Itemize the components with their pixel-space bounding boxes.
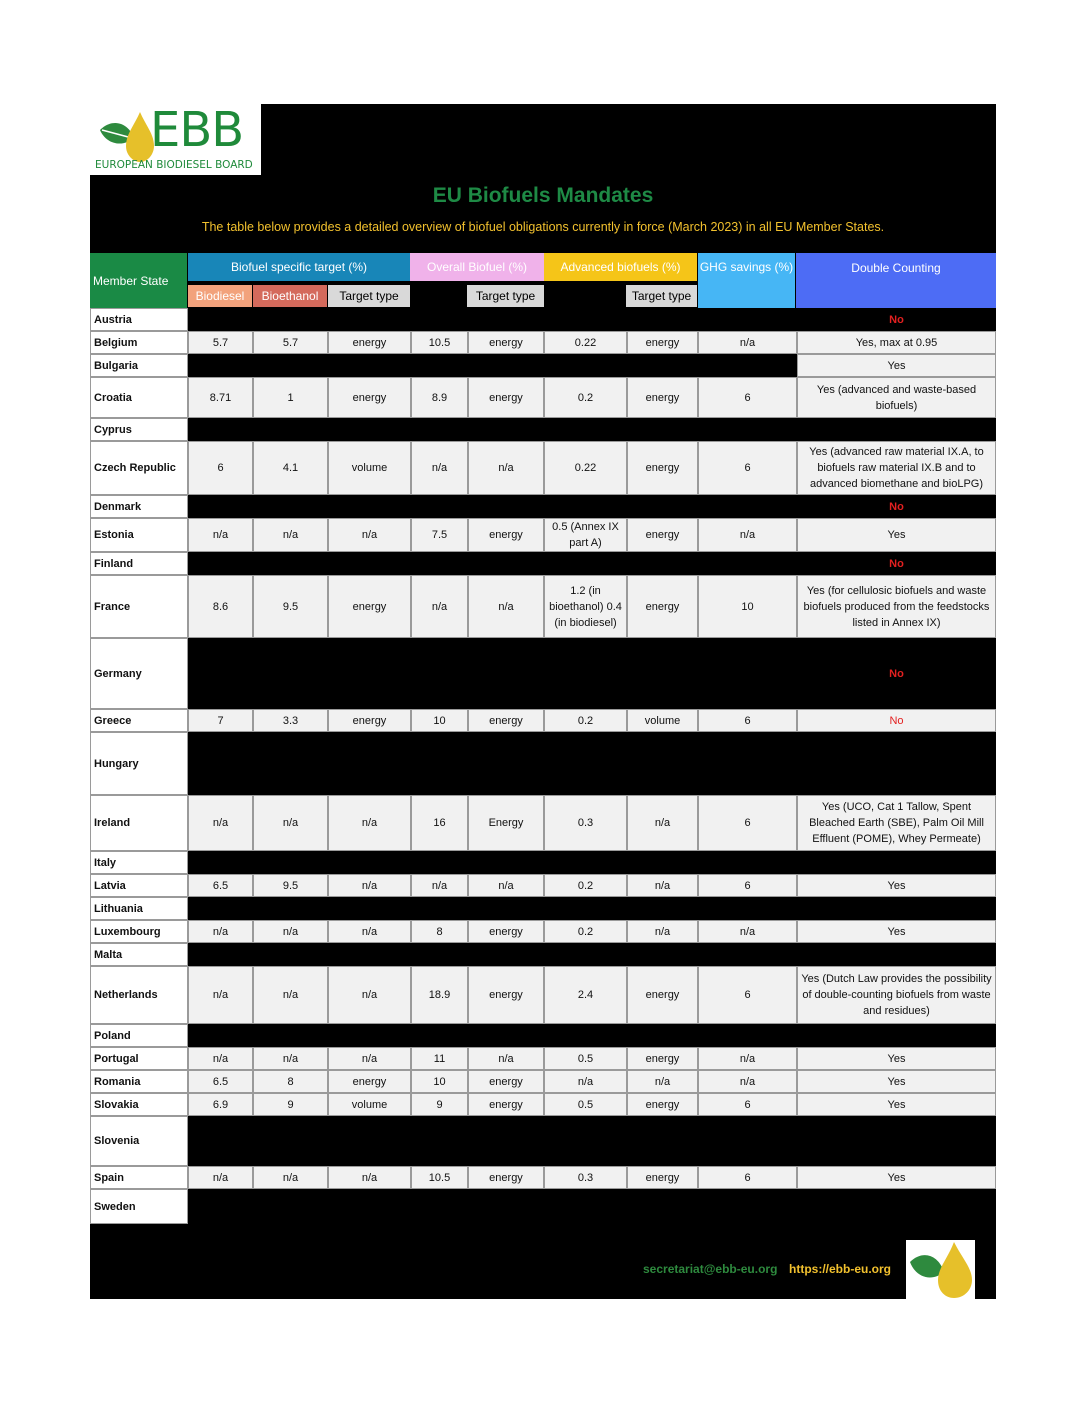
value-cell: n/a xyxy=(468,575,544,638)
value-cell: energy xyxy=(627,1093,698,1116)
double-counting-cell xyxy=(797,732,996,795)
value-cell: 6 xyxy=(698,377,797,418)
header-ghg-savings: GHG savings (%) xyxy=(698,253,795,308)
table-row xyxy=(90,1093,996,1116)
logo-subtitle: EUROPEAN BIODIESEL BOARD xyxy=(95,159,253,171)
value-cell: n/a xyxy=(698,331,797,354)
empty-cell xyxy=(188,354,797,377)
table-row xyxy=(90,966,996,1024)
value-cell: volume xyxy=(627,709,698,732)
double-counting-cell: No xyxy=(797,495,996,518)
value-cell: n/a xyxy=(188,966,253,1024)
table-row xyxy=(90,795,996,851)
country-cell: Italy xyxy=(90,851,188,874)
value-cell: energy xyxy=(468,1093,544,1116)
empty-cell xyxy=(188,1024,797,1047)
value-cell: 0.5 (Annex IX part A) xyxy=(544,518,627,552)
value-cell: 9.5 xyxy=(253,575,328,638)
double-counting-cell: Yes (Dutch Law provides the possibility of double-counting biofuels from waste and residues) xyxy=(797,966,996,1024)
country-cell: Netherlands xyxy=(90,966,188,1024)
value-cell: n/a xyxy=(253,1047,328,1070)
value-cell: 9 xyxy=(411,1093,468,1116)
value-cell: 8 xyxy=(411,920,468,943)
value-cell: n/a xyxy=(328,920,411,943)
table-row xyxy=(90,920,996,943)
footer-leaf-drop-icon xyxy=(906,1240,975,1299)
header-biodiesel: Biodiesel xyxy=(188,285,252,307)
value-cell: energy xyxy=(468,377,544,418)
value-cell: energy xyxy=(627,966,698,1024)
value-cell: energy xyxy=(627,575,698,638)
header-target-type-overall: Target type xyxy=(467,285,544,307)
value-cell: 0.2 xyxy=(544,377,627,418)
value-cell: 0.2 xyxy=(544,920,627,943)
table-row xyxy=(90,1070,996,1093)
empty-cell xyxy=(188,943,797,966)
empty-cell xyxy=(188,732,797,795)
table-row xyxy=(90,354,996,377)
value-cell: n/a xyxy=(544,1070,627,1093)
empty-cell xyxy=(188,1189,797,1224)
country-cell: Greece xyxy=(90,709,188,732)
value-cell: n/a xyxy=(253,920,328,943)
table-row xyxy=(90,441,996,495)
table-row xyxy=(90,518,996,552)
double-counting-cell: Yes xyxy=(797,518,996,552)
table-row xyxy=(90,552,996,575)
empty-cell xyxy=(188,1116,797,1166)
table-row xyxy=(90,1166,996,1189)
value-cell: Energy xyxy=(468,795,544,851)
header-biofuel-specific: Biofuel specific target (%) xyxy=(188,253,410,281)
empty-cell xyxy=(188,495,797,518)
value-cell: 7 xyxy=(188,709,253,732)
footer-logo xyxy=(906,1240,975,1299)
value-cell: 0.22 xyxy=(544,441,627,495)
country-cell: Belgium xyxy=(90,331,188,354)
double-counting-cell: Yes xyxy=(797,354,996,377)
header-bioethanol: Bioethanol xyxy=(253,285,327,307)
table-row xyxy=(90,377,996,418)
mandates-sheet xyxy=(90,104,996,1299)
value-cell: 9 xyxy=(253,1093,328,1116)
country-cell: Lithuania xyxy=(90,897,188,920)
value-cell: 8.71 xyxy=(188,377,253,418)
empty-cell xyxy=(188,851,797,874)
double-counting-cell xyxy=(797,418,996,441)
value-cell: 10.5 xyxy=(411,331,468,354)
value-cell: 10 xyxy=(411,1070,468,1093)
country-cell: Luxembourg xyxy=(90,920,188,943)
country-cell: Cyprus xyxy=(90,418,188,441)
value-cell: 6 xyxy=(698,1093,797,1116)
value-cell: energy xyxy=(468,331,544,354)
value-cell: n/a xyxy=(253,1166,328,1189)
value-cell: energy xyxy=(627,1047,698,1070)
country-cell: Denmark xyxy=(90,495,188,518)
table-row xyxy=(90,874,996,897)
value-cell: 8.9 xyxy=(411,377,468,418)
value-cell: 0.5 xyxy=(544,1093,627,1116)
table-row xyxy=(90,308,996,331)
value-cell: n/a xyxy=(411,441,468,495)
value-cell: 6 xyxy=(698,709,797,732)
value-cell: 1.2 (in bioethanol) 0.4 (in biodiesel) xyxy=(544,575,627,638)
empty-cell xyxy=(188,418,797,441)
double-counting-cell xyxy=(797,1189,996,1224)
double-counting-cell: Yes (UCO, Cat 1 Tallow, Spent Bleached Earth (SBE), Palm Oil Mill Effluent (POME), Whey Permeate) xyxy=(797,795,996,851)
value-cell: 0.5 xyxy=(544,1047,627,1070)
value-cell: n/a xyxy=(328,966,411,1024)
country-cell: Finland xyxy=(90,552,188,575)
header-advanced-biofuels: Advanced biofuels (%) xyxy=(544,253,697,281)
country-cell: Slovenia xyxy=(90,1116,188,1166)
double-counting-cell: No xyxy=(797,638,996,709)
value-cell: n/a xyxy=(468,874,544,897)
value-cell: n/a xyxy=(627,795,698,851)
country-cell: Estonia xyxy=(90,518,188,552)
value-cell: 2.4 xyxy=(544,966,627,1024)
value-cell: energy xyxy=(328,709,411,732)
table-row xyxy=(90,1116,996,1166)
value-cell: 4.1 xyxy=(253,441,328,495)
value-cell: 6 xyxy=(698,441,797,495)
value-cell: n/a xyxy=(253,518,328,552)
value-cell: 6 xyxy=(698,874,797,897)
table-row xyxy=(90,943,996,966)
value-cell: energy xyxy=(468,709,544,732)
value-cell: energy xyxy=(468,920,544,943)
value-cell: n/a xyxy=(188,795,253,851)
country-cell: Malta xyxy=(90,943,188,966)
value-cell: 10 xyxy=(698,575,797,638)
value-cell: n/a xyxy=(627,1070,698,1093)
country-cell: Poland xyxy=(90,1024,188,1047)
value-cell: n/a xyxy=(253,795,328,851)
empty-cell xyxy=(188,552,797,575)
table-row xyxy=(90,897,996,920)
double-counting-cell: Yes xyxy=(797,920,996,943)
value-cell: 0.2 xyxy=(544,709,627,732)
value-cell: energy xyxy=(328,331,411,354)
double-counting-cell: Yes (advanced and waste-based biofuels) xyxy=(797,377,996,418)
leaf-drop-icon xyxy=(94,108,154,164)
value-cell: 5.7 xyxy=(253,331,328,354)
value-cell: energy xyxy=(627,331,698,354)
footer-email[interactable]: secretariat@ebb-eu.org xyxy=(643,1262,778,1276)
value-cell: n/a xyxy=(627,920,698,943)
value-cell: n/a xyxy=(328,874,411,897)
value-cell: n/a xyxy=(253,966,328,1024)
value-cell: 8.6 xyxy=(188,575,253,638)
table-row xyxy=(90,331,996,354)
value-cell: 0.3 xyxy=(544,1166,627,1189)
value-cell: n/a xyxy=(411,874,468,897)
double-counting-cell: No xyxy=(797,709,996,732)
double-counting-cell: No xyxy=(797,552,996,575)
value-cell: 10.5 xyxy=(411,1166,468,1189)
value-cell: 0.2 xyxy=(544,874,627,897)
value-cell: n/a xyxy=(188,1166,253,1189)
double-counting-cell: Yes xyxy=(797,1070,996,1093)
double-counting-cell xyxy=(797,851,996,874)
country-cell: Croatia xyxy=(90,377,188,418)
table-row xyxy=(90,1189,996,1224)
table-row xyxy=(90,638,996,709)
value-cell: energy xyxy=(468,1070,544,1093)
table-row xyxy=(90,495,996,518)
value-cell: 3.3 xyxy=(253,709,328,732)
double-counting-cell: Yes xyxy=(797,874,996,897)
value-cell: volume xyxy=(328,441,411,495)
value-cell: n/a xyxy=(411,575,468,638)
value-cell: 6.5 xyxy=(188,874,253,897)
page-title: EU Biofuels Mandates xyxy=(432,184,654,207)
footer-url[interactable]: https://ebb-eu.org xyxy=(789,1262,891,1276)
table-row xyxy=(90,1024,996,1047)
value-cell: energy xyxy=(627,1166,698,1189)
country-cell: Austria xyxy=(90,308,188,331)
value-cell: n/a xyxy=(698,1047,797,1070)
double-counting-cell: Yes xyxy=(797,1166,996,1189)
country-cell: Sweden xyxy=(90,1189,188,1224)
value-cell: 6.9 xyxy=(188,1093,253,1116)
value-cell: n/a xyxy=(698,920,797,943)
value-cell: 6 xyxy=(698,795,797,851)
value-cell: n/a xyxy=(328,1047,411,1070)
value-cell: energy xyxy=(328,377,411,418)
value-cell: n/a xyxy=(188,1047,253,1070)
page-subtitle: The table below provides a detailed overview of biofuel obligations currently in force (March 2023) in all EU Member States. xyxy=(201,220,885,234)
country-cell: Czech Republic xyxy=(90,441,188,495)
value-cell: energy xyxy=(468,966,544,1024)
value-cell: energy xyxy=(328,575,411,638)
double-counting-cell: Yes (advanced raw material IX.A, to biofuels raw material IX.B and to advanced biomethane and bioLPG) xyxy=(797,441,996,495)
double-counting-cell: Yes xyxy=(797,1047,996,1070)
double-counting-cell xyxy=(797,897,996,920)
value-cell: n/a xyxy=(468,441,544,495)
value-cell: n/a xyxy=(328,518,411,552)
value-cell: 16 xyxy=(411,795,468,851)
value-cell: 0.22 xyxy=(544,331,627,354)
country-cell: Romania xyxy=(90,1070,188,1093)
double-counting-cell xyxy=(797,1024,996,1047)
logo-letters: EBB xyxy=(150,102,244,158)
header-member-state: Member State xyxy=(90,253,187,308)
header-target-type-advanced: Target type xyxy=(626,285,697,307)
value-cell: energy xyxy=(627,518,698,552)
value-cell: 5.7 xyxy=(188,331,253,354)
value-cell: n/a xyxy=(328,795,411,851)
table-row xyxy=(90,732,996,795)
value-cell: 9.5 xyxy=(253,874,328,897)
value-cell: 6 xyxy=(698,966,797,1024)
country-cell: Bulgaria xyxy=(90,354,188,377)
table-row xyxy=(90,575,996,638)
value-cell: 8 xyxy=(253,1070,328,1093)
double-counting-cell xyxy=(797,1116,996,1166)
empty-cell xyxy=(188,638,797,709)
country-cell: Germany xyxy=(90,638,188,709)
value-cell: n/a xyxy=(698,1070,797,1093)
empty-cell xyxy=(188,308,797,331)
empty-cell xyxy=(188,897,797,920)
value-cell: n/a xyxy=(627,874,698,897)
value-cell: n/a xyxy=(468,1047,544,1070)
mandates-table xyxy=(90,308,996,1224)
value-cell: n/a xyxy=(698,518,797,552)
country-cell: France xyxy=(90,575,188,638)
header-target-type-specific: Target type xyxy=(328,285,410,307)
value-cell: energy xyxy=(468,518,544,552)
header-double-counting: Double Counting xyxy=(796,253,996,308)
value-cell: 6 xyxy=(188,441,253,495)
country-cell: Spain xyxy=(90,1166,188,1189)
value-cell: volume xyxy=(328,1093,411,1116)
double-counting-cell: Yes xyxy=(797,1093,996,1116)
double-counting-cell: Yes (for cellulosic biofuels and waste biofuels produced from the feedstocks listed in Annex IX) xyxy=(797,575,996,638)
table-row xyxy=(90,851,996,874)
value-cell: energy xyxy=(627,377,698,418)
value-cell: n/a xyxy=(188,518,253,552)
country-cell: Portugal xyxy=(90,1047,188,1070)
value-cell: n/a xyxy=(328,1166,411,1189)
table-row xyxy=(90,709,996,732)
country-cell: Hungary xyxy=(90,732,188,795)
value-cell: 10 xyxy=(411,709,468,732)
value-cell: 7.5 xyxy=(411,518,468,552)
table-row xyxy=(90,1047,996,1070)
double-counting-cell: No xyxy=(797,308,996,331)
value-cell: energy xyxy=(328,1070,411,1093)
value-cell: energy xyxy=(468,1166,544,1189)
double-counting-cell xyxy=(797,943,996,966)
country-cell: Latvia xyxy=(90,874,188,897)
value-cell: 6 xyxy=(698,1166,797,1189)
value-cell: 6.5 xyxy=(188,1070,253,1093)
value-cell: energy xyxy=(627,441,698,495)
value-cell: n/a xyxy=(188,920,253,943)
double-counting-cell: Yes, max at 0.95 xyxy=(797,331,996,354)
ebb-logo xyxy=(90,104,261,175)
country-cell: Ireland xyxy=(90,795,188,851)
header-overall-biofuel: Overall Biofuel (%) xyxy=(410,253,544,281)
value-cell: 18.9 xyxy=(411,966,468,1024)
value-cell: 1 xyxy=(253,377,328,418)
value-cell: 11 xyxy=(411,1047,468,1070)
country-cell: Slovakia xyxy=(90,1093,188,1116)
value-cell: 0.3 xyxy=(544,795,627,851)
table-row xyxy=(90,418,996,441)
